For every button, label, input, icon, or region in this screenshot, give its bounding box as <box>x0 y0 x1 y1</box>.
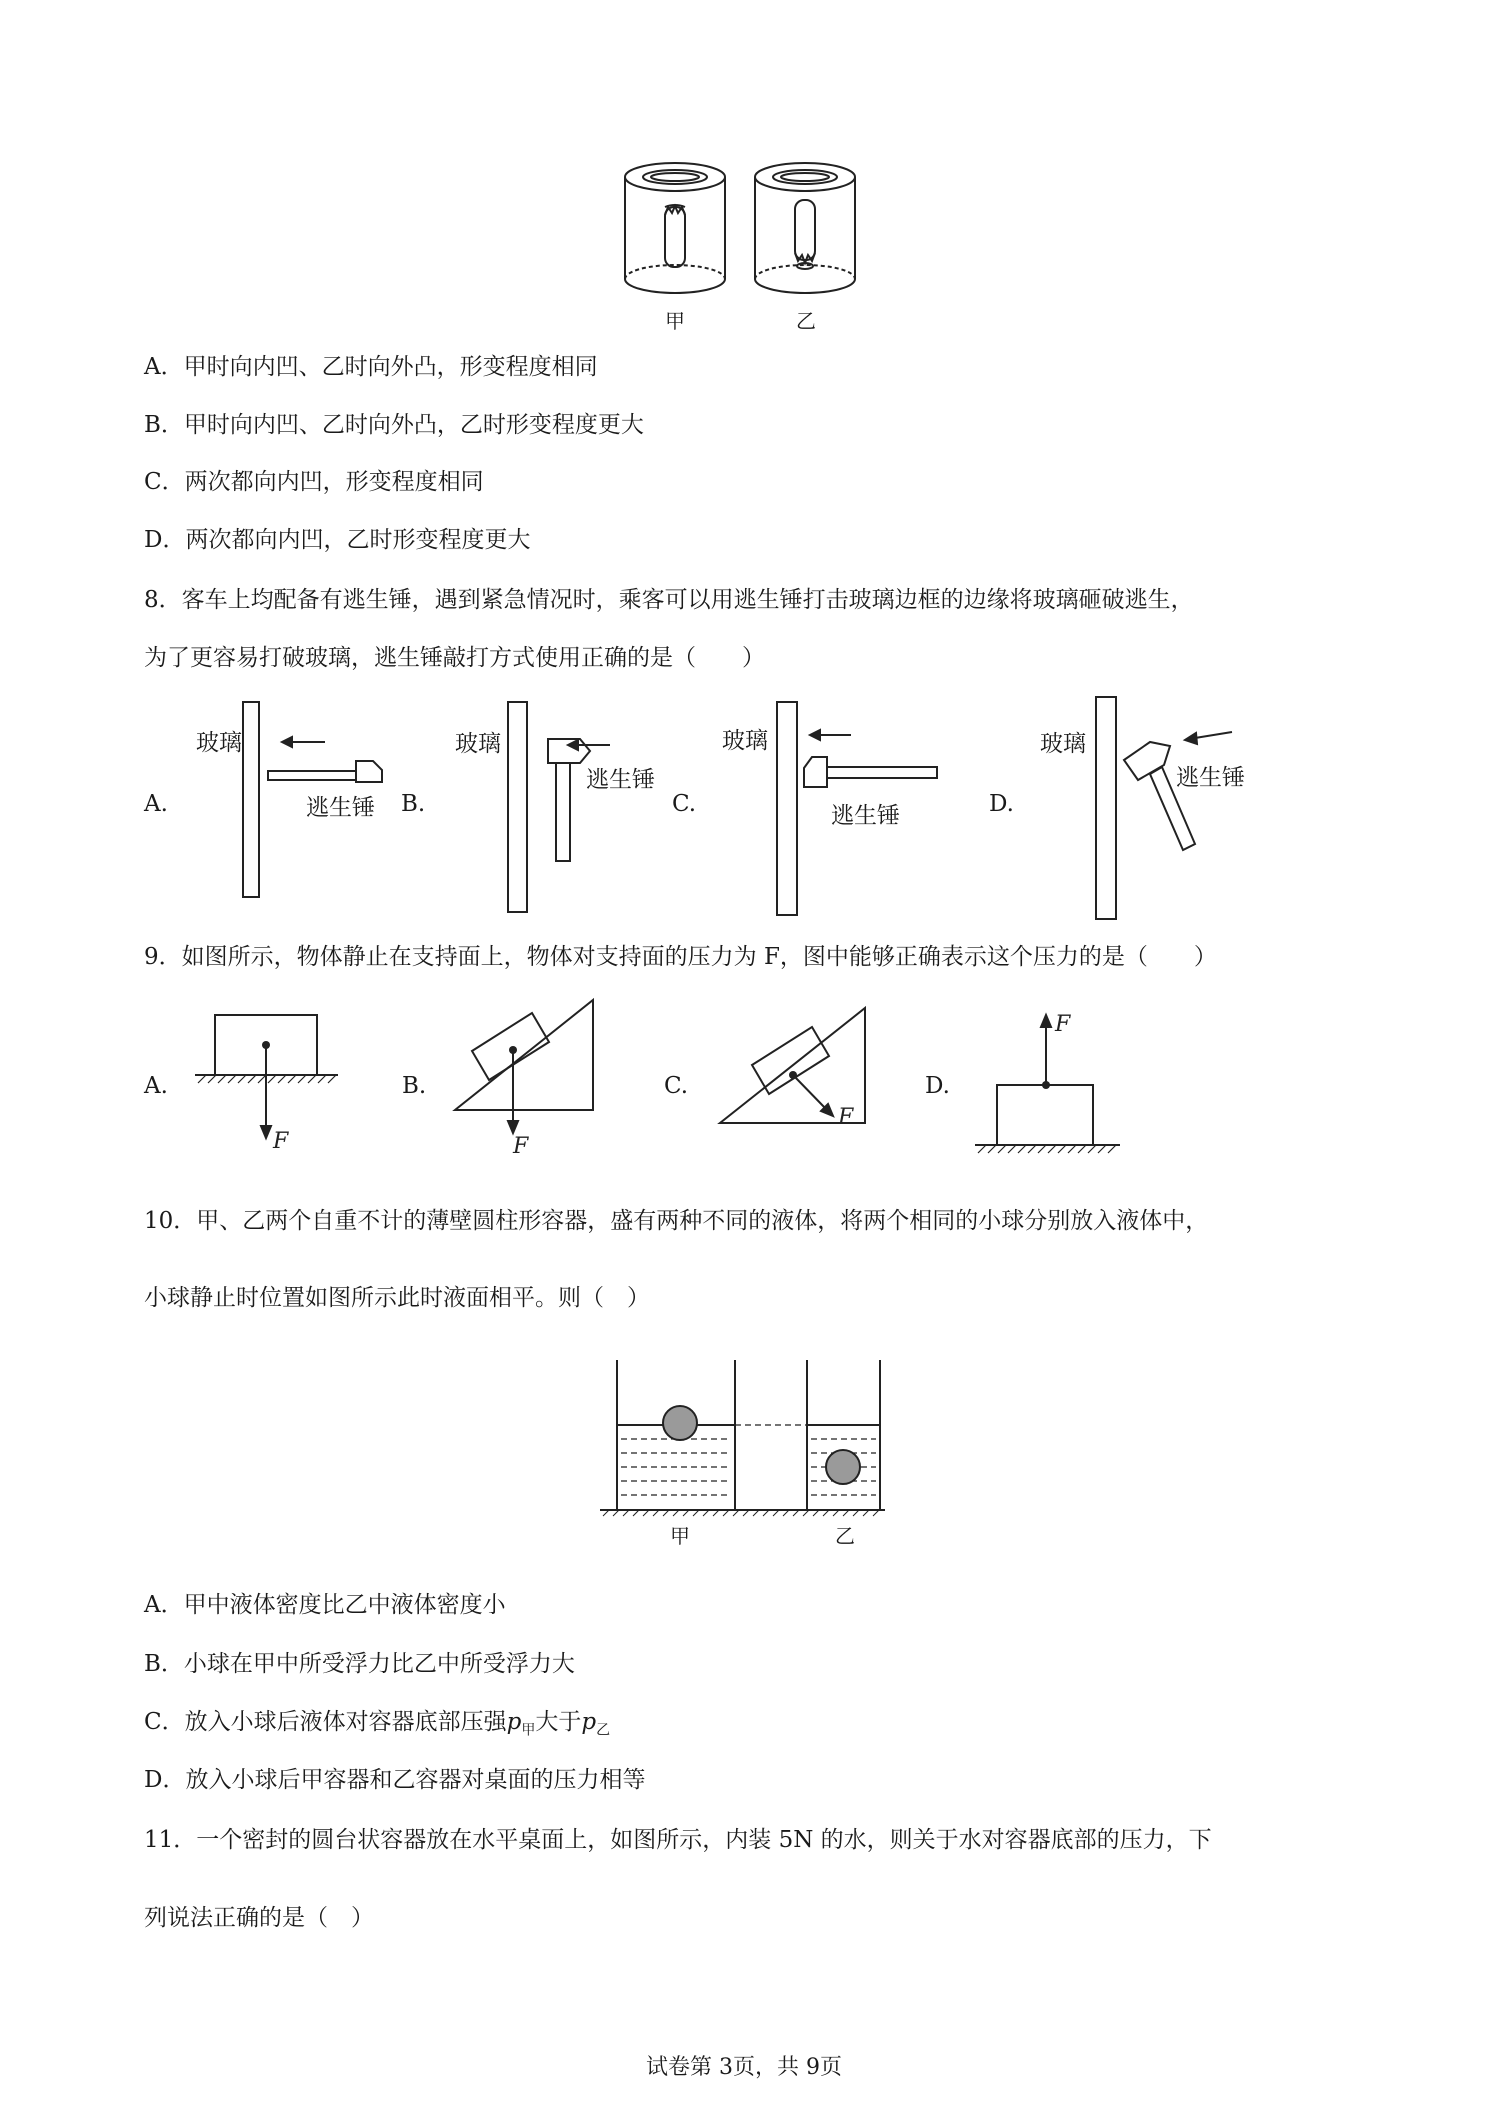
q10-option-c-p2: p <box>581 1709 597 1735</box>
q10-containers-drawing <box>595 1355 895 1520</box>
q10-option-c-p1: p <box>506 1709 522 1735</box>
q9-a-force-label: F <box>273 1129 289 1154</box>
q10-option-c <box>144 1707 610 1746</box>
q9-b-force-label: F <box>513 1134 529 1159</box>
q11-stem-line2: 列说法正确的是（ ） <box>144 1905 374 1931</box>
q9-figure-a-drawing <box>190 1005 350 1155</box>
page-footer: 试卷第 3页，共 9页 <box>646 2055 842 2080</box>
q7-figure <box>620 145 890 305</box>
q7-label-yi: 乙 <box>796 309 816 333</box>
q9-d-force-label: F <box>1055 1012 1071 1037</box>
q8-c-hammer-label: 逃生锤 <box>831 803 900 829</box>
q8-b-hammer-label: 逃生锤 <box>586 767 655 793</box>
q9-figure-b <box>445 990 605 1160</box>
q9-figure-c-drawing <box>715 990 875 1140</box>
q8-option-a-label: A. <box>144 791 168 817</box>
q10-option-c-sub2: 乙 <box>596 1722 611 1739</box>
q9-figure-d-drawing <box>970 1005 1130 1160</box>
q8-d-hammer-label: 逃生锤 <box>1176 765 1245 791</box>
q10-label-yi: 乙 <box>835 1524 855 1548</box>
q8-option-b-label: B. <box>401 791 426 817</box>
q9-figure-c <box>715 990 875 1140</box>
q7-option-b: B．甲时向内凹、乙时向外凸，乙时形变程度更大 <box>144 412 644 438</box>
q8-option-c-label: C. <box>672 791 697 817</box>
q8-stem-line1: 8．客车上均配备有逃生锤，遇到紧急情况时，乘客可以用逃生锤打击玻璃边框的边缘将玻璃砸破逃生， <box>144 587 1194 613</box>
q10-option-c-sub1: 甲 <box>521 1722 536 1739</box>
q8-option-d-label: D. <box>989 791 1014 817</box>
q8-figure-d-drawing <box>1040 690 1280 920</box>
q7-label-jia: 甲 <box>665 309 685 333</box>
q7-option-a: A．甲时向内凹、乙时向外凸，形变程度相同 <box>144 354 598 380</box>
q9-figure-b-drawing <box>445 990 605 1160</box>
q10-option-d: D．放入小球后甲容器和乙容器对桌面的压力相等 <box>144 1767 646 1793</box>
q8-b-glass-label: 玻璃 <box>455 731 501 757</box>
q9-option-a-label: A. <box>144 1073 168 1099</box>
q10-stem-line1: 10．甲、乙两个自重不计的薄壁圆柱形容器，盛有两种不同的液体，将两个相同的小球分别放入液体中， <box>144 1208 1209 1234</box>
q10-option-c-mid: 大于 <box>535 1709 582 1735</box>
q7-option-d: D．两次都向内凹，乙时形变程度更大 <box>144 527 531 553</box>
q9-c-force-label: F <box>838 1105 854 1130</box>
q8-figure-b-drawing <box>440 695 640 915</box>
q8-a-hammer-label: 逃生锤 <box>306 795 375 821</box>
q7-option-c: C．两次都向内凹，形变程度相同 <box>144 469 484 495</box>
q8-a-glass-label: 玻璃 <box>196 730 242 756</box>
q9-option-c-label: C. <box>664 1073 689 1099</box>
q9-figure-d <box>970 1005 1130 1160</box>
q8-stem-line2: 为了更容易打破玻璃，逃生锤敲打方式使用正确的是（ ） <box>144 645 765 671</box>
q10-stem-line2: 小球静止时位置如图所示此时液面相平。则（ ） <box>144 1285 650 1311</box>
q8-c-glass-label: 玻璃 <box>722 728 768 754</box>
q9-option-b-label: B. <box>402 1073 427 1099</box>
q11-stem-line1: 11．一个密封的圆台状容器放在水平桌面上，如图所示，内装 5N 的水，则关于水对容器底部的压力，下 <box>144 1827 1212 1853</box>
q10-option-b: B．小球在甲中所受浮力比乙中所受浮力大 <box>144 1651 575 1677</box>
q10-option-a: A．甲中液体密度比乙中液体密度小 <box>144 1592 506 1618</box>
q9-figure-a <box>190 1005 350 1155</box>
q7-cylinders-drawing <box>620 145 890 305</box>
q10-option-c-prefix: C．放入小球后液体对容器底部压强 <box>144 1709 507 1735</box>
q8-d-glass-label: 玻璃 <box>1040 731 1086 757</box>
q8-figure-d <box>1040 690 1280 920</box>
q9-option-d-label: D. <box>925 1073 950 1099</box>
q9-stem: 9．如图所示，物体静止在支持面上，物体对支持面的压力为 F，图中能够正确表示这个压力的是（ ） <box>144 944 1217 970</box>
q10-figure <box>595 1355 895 1520</box>
q10-label-jia: 甲 <box>670 1524 690 1548</box>
q8-figure-b <box>440 695 640 915</box>
